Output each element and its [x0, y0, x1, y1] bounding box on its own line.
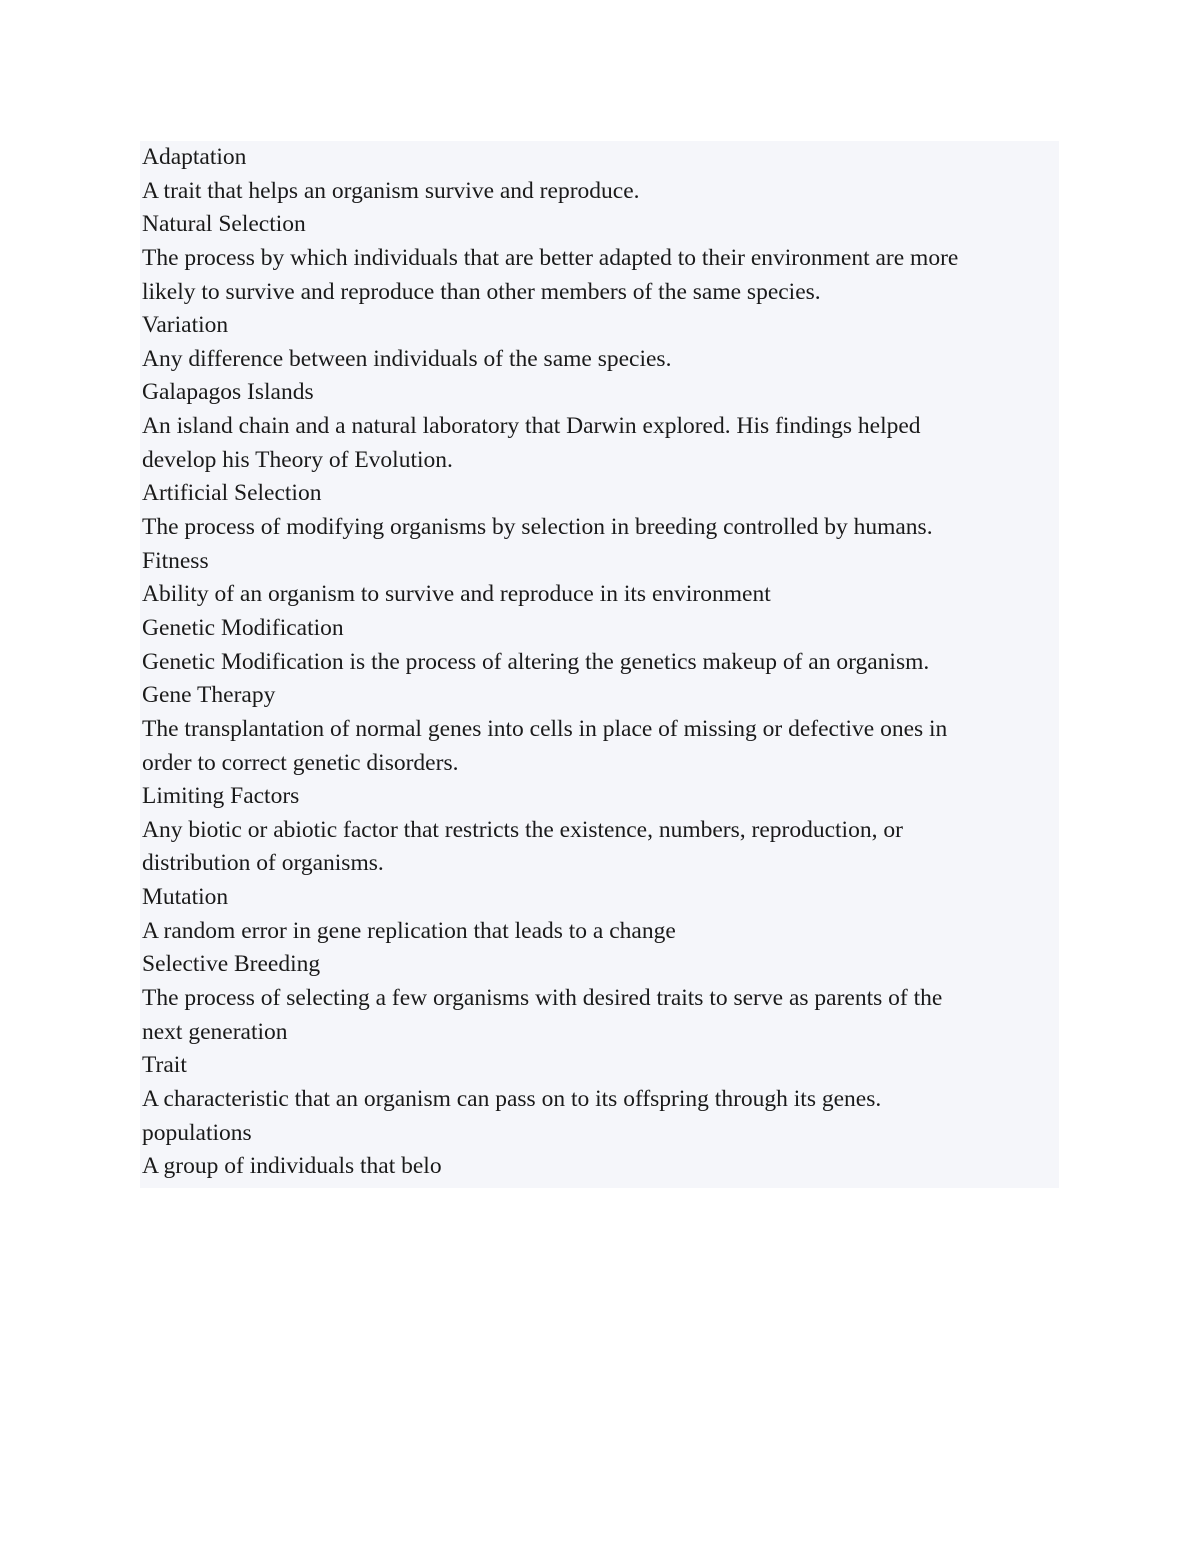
text-line: next generation — [142, 1018, 288, 1045]
text-line: Variation — [142, 312, 229, 339]
text-line: Fitness — [142, 547, 209, 574]
text-line: populations — [142, 1119, 252, 1146]
vocabulary-text-block — [140, 141, 1059, 1188]
text-line: The transplantation of normal genes into cells in place of missing or defective ones in — [142, 715, 948, 742]
text-line: Natural Selection — [142, 211, 306, 238]
text-line: Galapagos Islands — [142, 379, 314, 406]
text-line: The process of modifying organisms by selection in breeding controlled by humans. — [142, 514, 933, 541]
text-line: Any biotic or abiotic factor that restricts the existence, numbers, reproduction, or — [142, 816, 903, 843]
text-line: A group of individuals that belo — [142, 1153, 442, 1180]
text-line: Mutation — [142, 884, 229, 911]
text-line: Any difference between individuals of the same species. — [142, 345, 672, 372]
text-line: The process by which individuals that are better adapted to their environment are more — [142, 244, 959, 271]
text-line: develop his Theory of Evolution. — [142, 446, 453, 473]
text-lines — [142, 141, 958, 1184]
text-line: A trait that helps an organism survive and reproduce. — [142, 177, 640, 204]
text-line: Trait — [142, 1052, 187, 1079]
text-line: Limiting Factors — [142, 783, 300, 810]
text-line: Genetic Modification — [142, 614, 344, 641]
text-line: An island chain and a natural laboratory that Darwin explored. His findings helped — [142, 413, 921, 440]
text-line: Adaptation — [142, 144, 247, 170]
text-line: Selective Breeding — [142, 951, 321, 978]
text-line: distribution of organisms. — [142, 850, 384, 877]
text-line: Artificial Selection — [142, 480, 322, 507]
text-line: A random error in gene replication that leads to a change — [142, 917, 676, 944]
text-line: Ability of an organism to survive and reproduce in its environment — [142, 581, 771, 608]
text-line: The process of selecting a few organisms with desired traits to serve as parents of the — [142, 985, 943, 1012]
text-line: Gene Therapy — [142, 682, 276, 709]
text-line: likely to survive and reproduce than other members of the same species. — [142, 278, 821, 305]
text-line: order to correct genetic disorders. — [142, 749, 459, 776]
text-line: A characteristic that an organism can pass on to its offspring through its genes. — [142, 1085, 882, 1112]
text-line: Genetic Modification is the process of altering the genetics makeup of an organism. — [142, 648, 930, 675]
